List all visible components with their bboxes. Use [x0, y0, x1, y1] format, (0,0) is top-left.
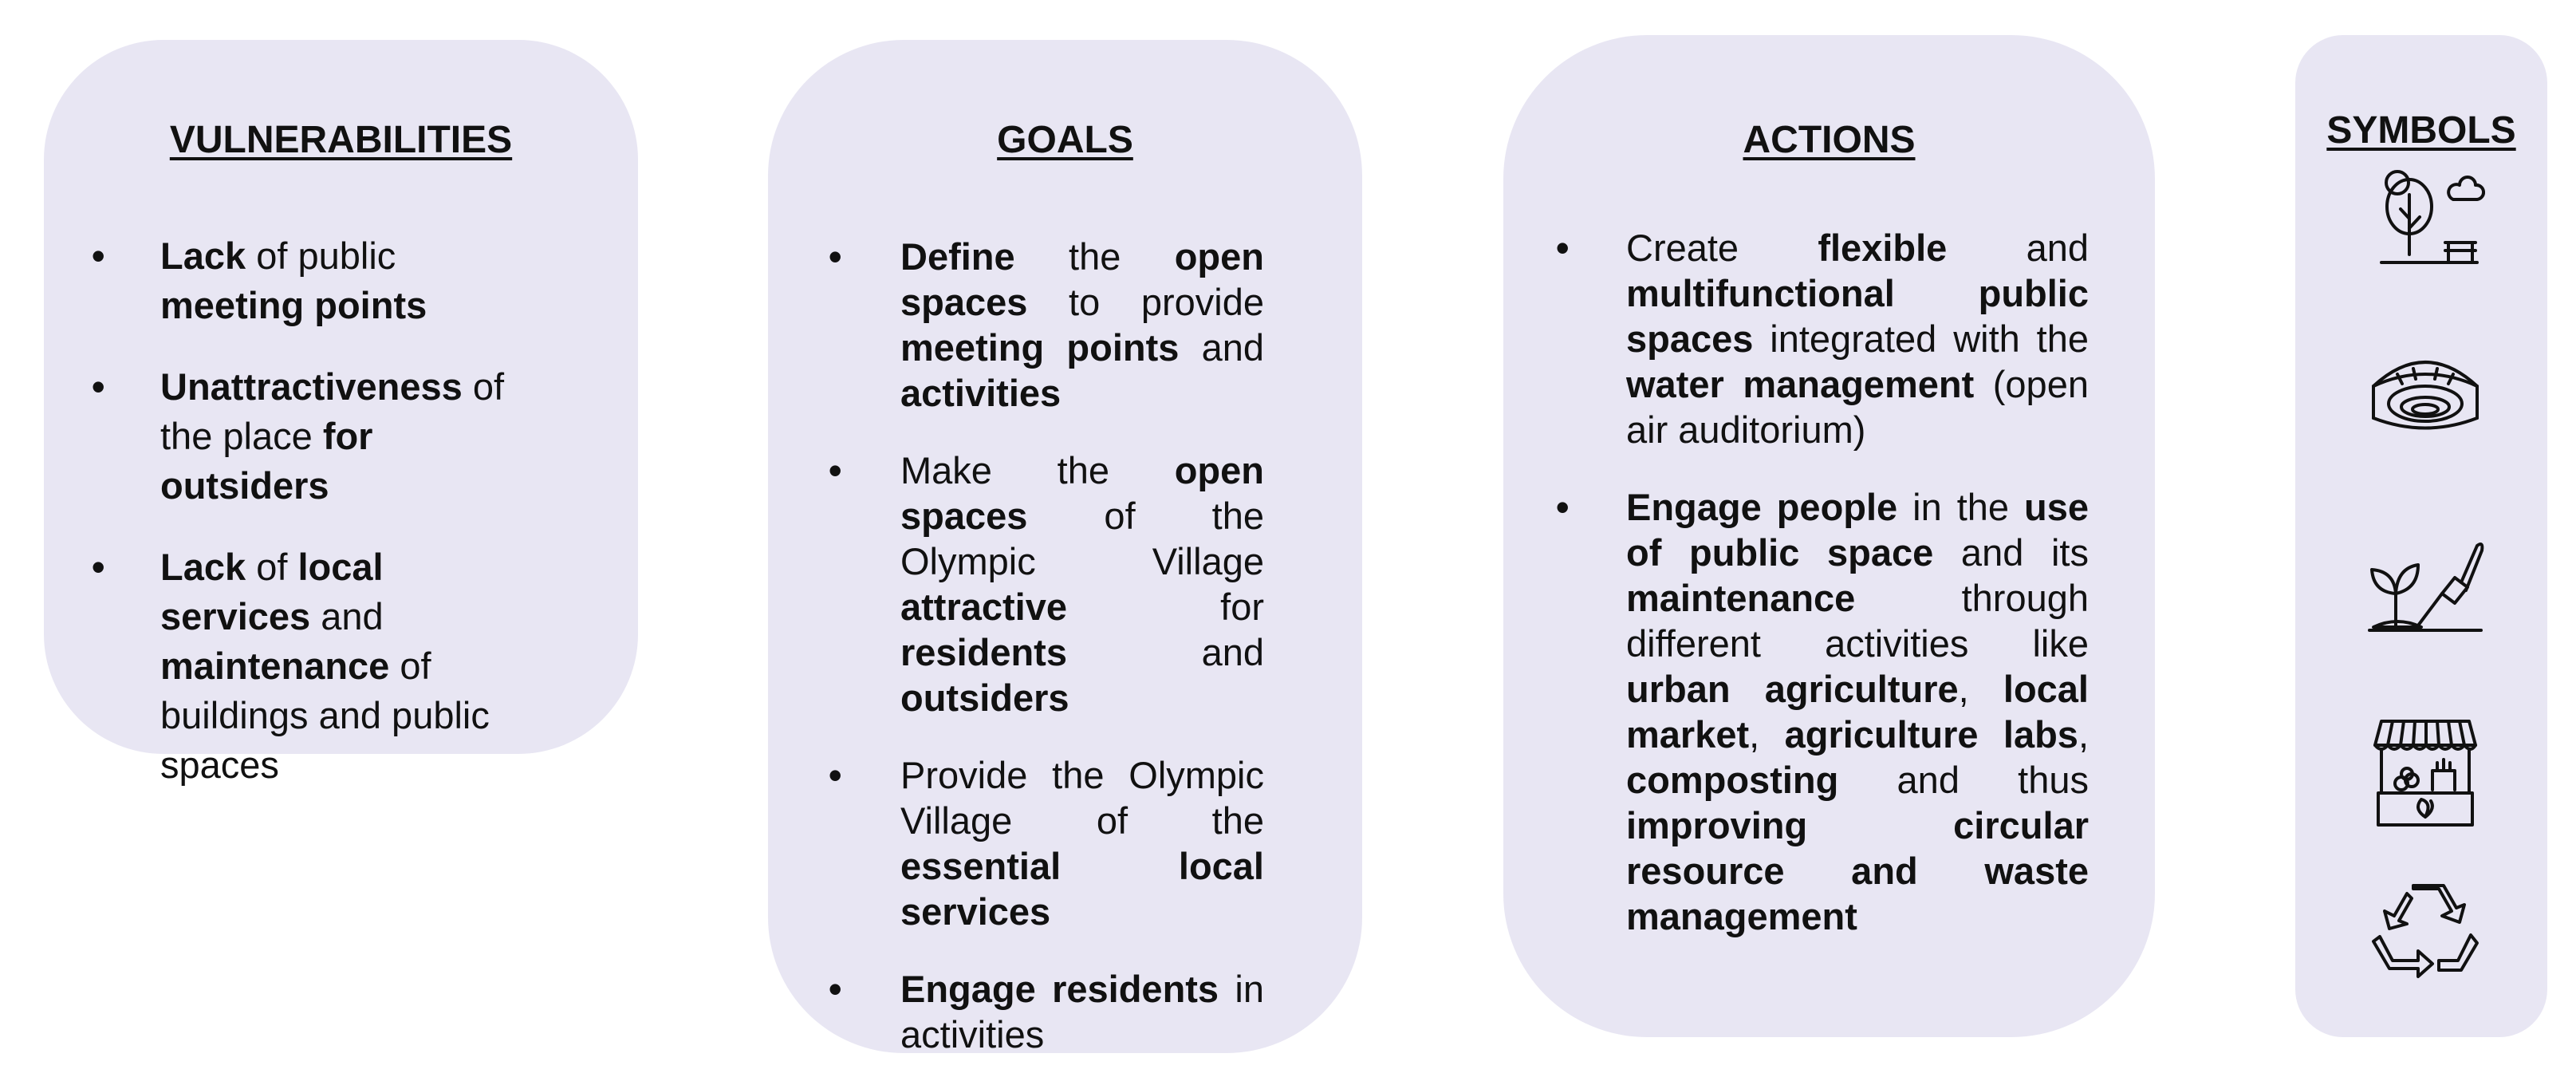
plain-text: Provide the Olympic Village of the — [900, 754, 1264, 842]
plain-text: , — [1958, 668, 2003, 710]
list-item-text — [160, 543, 511, 790]
actions-title: ACTIONS — [1743, 119, 1916, 161]
emphasis-text: Define — [900, 235, 1015, 278]
plain-text: in activities — [900, 968, 1264, 1055]
plain-text: Create — [1626, 227, 1818, 269]
plain-text: of the place — [160, 365, 505, 457]
emphasis-text: maintenance — [1626, 577, 1856, 619]
list-item-text — [900, 752, 1264, 934]
goals-list — [768, 234, 1362, 1089]
emphasis-text: local services — [160, 546, 384, 637]
list-item — [768, 448, 1264, 720]
actions-list — [1503, 225, 2155, 971]
emphasis-text: residents — [900, 631, 1067, 673]
list-item — [768, 752, 1264, 934]
emphasis-text: outsiders — [900, 677, 1069, 719]
plain-text: of the Olympic Village — [900, 495, 1264, 582]
bullet-icon: • — [92, 546, 105, 588]
goals-title: GOALS — [997, 119, 1133, 161]
list-item-text — [1626, 225, 2089, 452]
plain-text: and its — [1933, 531, 2089, 574]
emphasis-text: flexible — [1818, 227, 1948, 269]
list-item-text — [900, 448, 1264, 720]
list-item-text — [160, 231, 511, 330]
emphasis-text: local market — [1626, 668, 2089, 756]
emphasis-text: agriculture labs — [1784, 713, 2078, 756]
list-item — [44, 231, 511, 330]
bullet-icon: • — [829, 754, 842, 796]
actions-panel — [1503, 35, 2155, 1037]
plain-text: and — [1179, 326, 1264, 369]
list-item — [1503, 484, 2089, 939]
plain-text: of buildings and public spaces — [160, 645, 490, 786]
gardening-icon — [2365, 530, 2485, 649]
plain-text: Make the — [900, 449, 1175, 491]
bullet-icon: • — [829, 235, 842, 278]
plain-text: and — [1066, 631, 1264, 673]
plain-text: for — [1067, 586, 1264, 628]
plain-text: in the — [1897, 486, 2024, 528]
emphasis-text: open spaces — [900, 449, 1264, 537]
list-item — [768, 966, 1264, 1057]
plain-text: of — [246, 546, 298, 588]
bullet-icon: • — [1556, 486, 1570, 528]
vulnerabilities-panel — [44, 40, 638, 786]
list-item — [44, 362, 511, 511]
bullet-icon: • — [1556, 227, 1570, 269]
list-item-text — [900, 966, 1264, 1057]
emphasis-text: Engage residents — [900, 968, 1219, 1010]
emphasis-text: Engage people — [1626, 486, 1898, 528]
emphasis-text: multifunctional public spaces — [1626, 272, 2089, 360]
list-item — [44, 543, 511, 790]
plain-text: (open air auditorium) — [1626, 363, 2089, 451]
plain-text: of public — [246, 235, 396, 277]
plain-text: the — [1014, 235, 1175, 278]
plain-text: to provide — [1027, 281, 1264, 323]
plain-text: , — [2078, 713, 2089, 756]
emphasis-text: urban agriculture — [1626, 668, 1959, 710]
plain-text: and thus — [1838, 759, 2089, 801]
emphasis-text: activities — [900, 372, 1062, 414]
list-item — [768, 234, 1264, 416]
emphasis-text: improving circular resource and waste management — [1626, 804, 2089, 937]
vulnerabilities-list — [44, 231, 638, 822]
emphasis-text: use of public space — [1626, 486, 2089, 574]
list-item-text — [160, 362, 511, 511]
emphasis-text: for outsiders — [160, 415, 373, 507]
plain-text: integrated with the — [1753, 318, 2089, 360]
emphasis-text: meeting points — [160, 284, 427, 326]
emphasis-text: meeting points — [900, 326, 1180, 369]
plain-text: and — [310, 595, 384, 637]
bullet-icon: • — [92, 365, 105, 408]
goals-panel — [768, 40, 1362, 1053]
plain-text: through different activities like — [1626, 577, 2089, 665]
bullet-icon: • — [92, 235, 105, 277]
plain-text: , — [1749, 713, 1785, 756]
symbols-panel — [2295, 35, 2547, 1037]
vulnerabilities-title: VULNERABILITIES — [169, 119, 513, 161]
list-item-text — [1626, 484, 2089, 939]
park-icon — [2365, 163, 2485, 282]
emphasis-text: Lack — [160, 546, 246, 588]
list-item — [1503, 225, 2089, 452]
bullet-icon: • — [829, 968, 842, 1010]
emphasis-text: attractive — [900, 586, 1067, 628]
list-item-text — [900, 234, 1264, 416]
emphasis-text: Unattractiveness — [160, 365, 463, 408]
bullet-icon: • — [829, 449, 842, 491]
emphasis-text: Lack — [160, 235, 246, 277]
emphasis-text: maintenance — [160, 645, 390, 687]
emphasis-text: essential local services — [900, 845, 1264, 933]
emphasis-text: composting — [1626, 759, 1839, 801]
symbols-title: SYMBOLS — [2326, 109, 2516, 152]
emphasis-text: open spaces — [900, 235, 1264, 323]
auditorium-icon — [2365, 330, 2485, 450]
recycle-icon — [2365, 873, 2485, 992]
plain-text: and — [1947, 227, 2089, 269]
emphasis-text: water management — [1626, 363, 1975, 405]
market-stall-icon — [2365, 713, 2485, 833]
